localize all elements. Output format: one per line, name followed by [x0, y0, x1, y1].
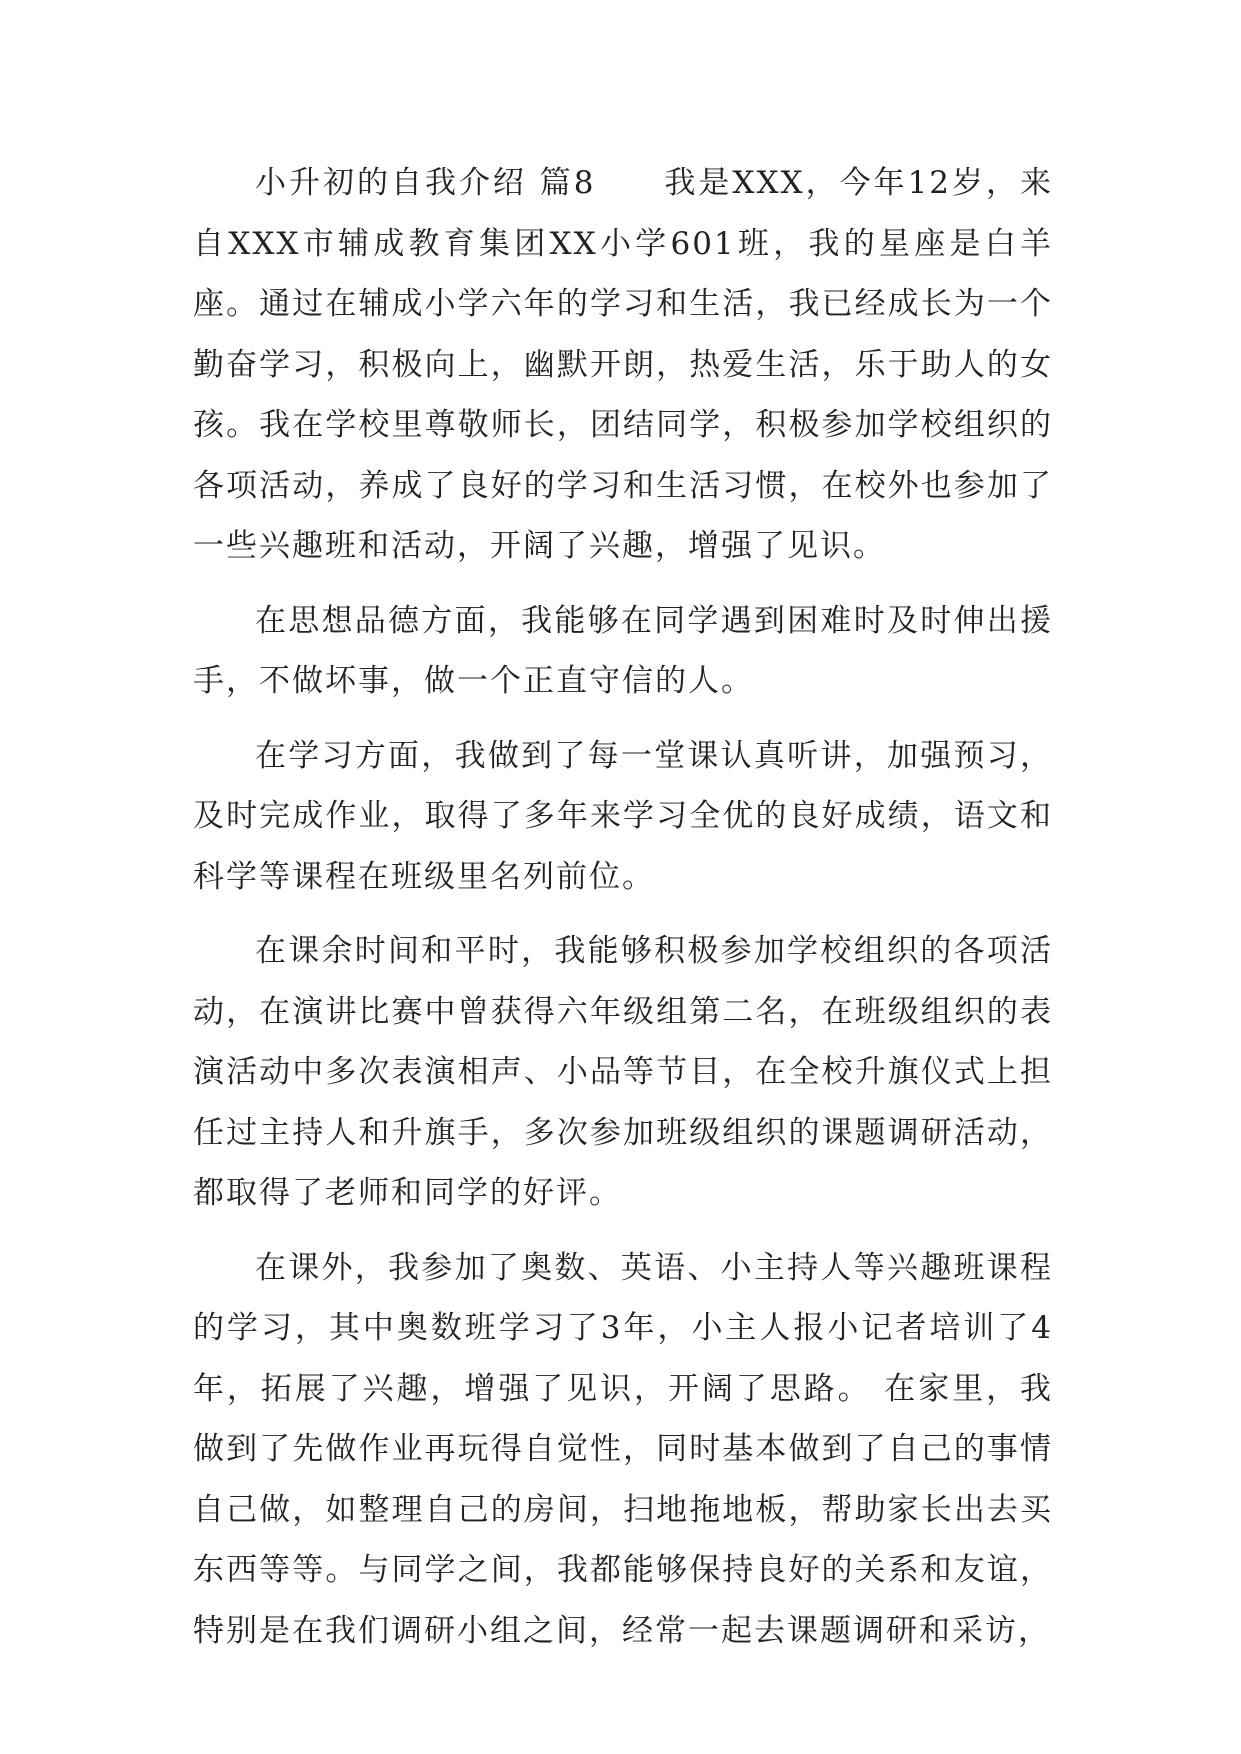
paragraph-extracurricular: 在课外，我参加了奥数、英语、小主持人等兴趣班课程的学习，其中奥数班学习了3年，小主人报小记者培训了4年，拓展了兴趣，增强了见识，开阔了思路。 在家里，我做到了先做作业再玩得自觉性，同时基本做到了自己的事情自己做，如整理自己的房间，扫地拖地板，帮助家长出去买东西等等。与同学之间，我都能够保持良好的关系和友谊，特别是在我们调研小组之间，经常一起去课题调研和采访，	[193, 1249, 1053, 1649]
document-body	[193, 153, 1053, 1661]
paragraph-intro: 小升初的自我介绍 篇8 我是XXX，今年12岁，来自XXX市辅成教育集团XX小学601班，我的星座是白羊座。通过在辅成小学六年的学习和生活，我已经成长为一个勤奋学习，积极向上，幽默开朗，热爱生活，乐于助人的女孩。我在学校里尊敬师长，团结同学，积极参加学校组织的各项活动，养成了良好的学习和生活习惯，在校外也参加了一些兴趣班和活动，开阔了兴趣，增强了见识。	[193, 165, 1053, 564]
paragraph-study: 在学习方面，我做到了每一堂课认真听讲，加强预习，及时完成作业，取得了多年来学习全优的良好成绩，语文和科学等课程在班级里名列前位。	[193, 737, 1053, 895]
paragraph-activities: 在课余时间和平时，我能够积极参加学校组织的各项活动，在演讲比赛中曾获得六年级组第二名，在班级组织的表演活动中多次表演相声、小品等节目，在全校升旗仪式上担任过主持人和升旗手，多次参加班级组织的课题调研活动，都取得了老师和同学的好评。	[193, 933, 1053, 1211]
paragraph-morality: 在思想品德方面，我能够在同学遇到困难时及时伸出援手，不做坏事，做一个正直守信的人。	[193, 602, 1053, 699]
